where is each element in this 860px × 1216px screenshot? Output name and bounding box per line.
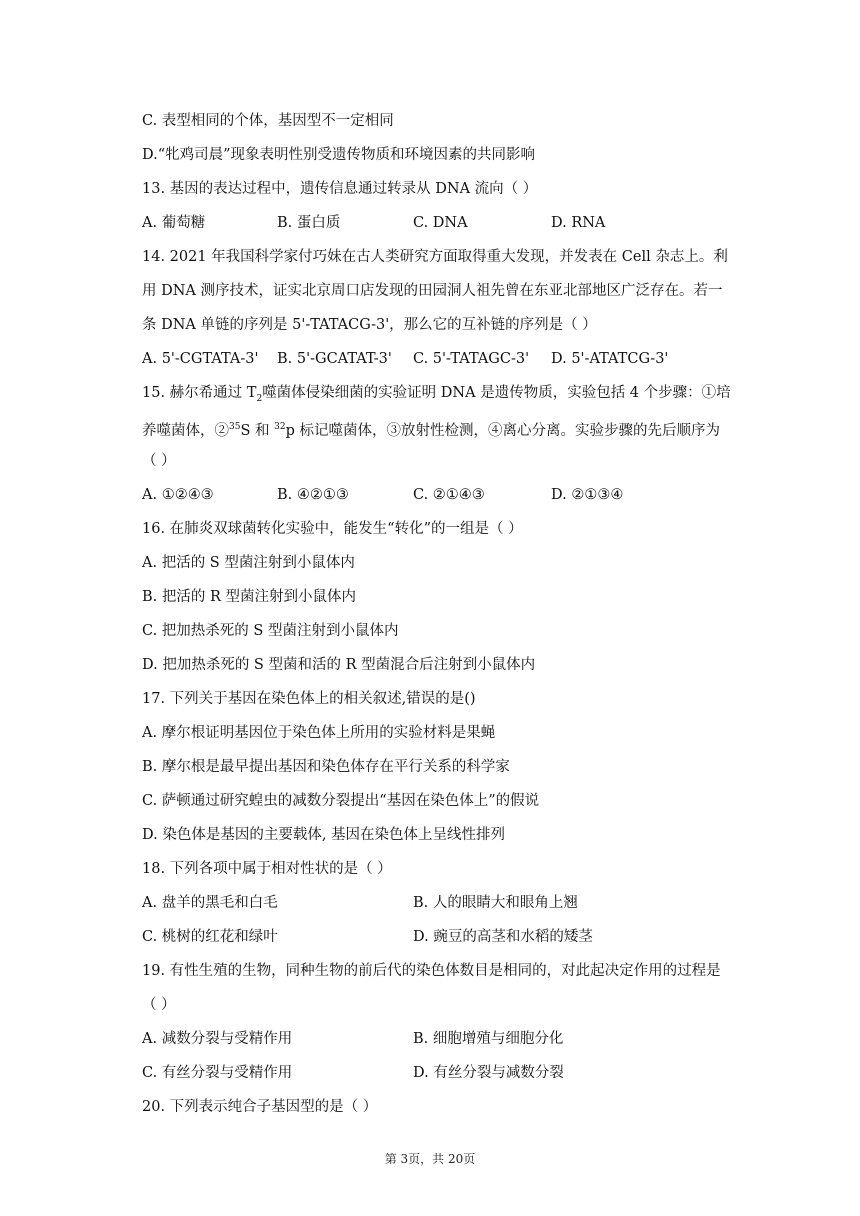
q19-option-a: A. 减数分裂与受精作用 <box>142 1031 293 1047</box>
q15-stem-line3: （ ） <box>142 453 176 469</box>
q16-option-b: B. 把活的 R 型菌注射到小鼠体内 <box>142 589 357 605</box>
q13-option-b: B. 蛋白质 <box>277 215 341 231</box>
page-footer: 第 3页，共 20页 <box>384 1152 476 1166</box>
q16-stem: 16. 在肺炎双球菌转化实验中，能发生“转化”的一组是（ ） <box>142 521 523 537</box>
q20-stem: 20. 下列表示纯合子基因型的是（ ） <box>142 1099 378 1115</box>
q18-option-b: B. 人的眼睛大和眼角上翘 <box>413 895 578 911</box>
q13-option-c: C. DNA <box>413 215 468 231</box>
q17-option-a: A. 摩尔根证明基因位于染色体上所用的实验材料是果蝇 <box>142 725 496 741</box>
q15-option-c: C. ②①④③ <box>413 487 485 503</box>
q17-stem: 17. 下列关于基因在染色体上的相关叙述,错误的是() <box>142 691 476 707</box>
q17-option-d: D. 染色体是基因的主要载体, 基因在染色体上呈线性排列 <box>142 827 506 843</box>
q14-stem-line1: 14. 2021 年我国科学家付巧妹在古人类研究方面取得重大发现，并发表在 Cell 杂志上。利 <box>142 249 728 265</box>
q19-stem-line1: 19. 有性生殖的生物，同种生物的前后代的染色体数目是相同的，对此起决定作用的过程是 <box>142 963 721 979</box>
q14-option-c: C. 5'-TATAGC-3' <box>413 351 530 367</box>
q16-option-d: D. 把加热杀死的 S 型菌和活的 R 型菌混合后注射到小鼠体内 <box>142 657 536 673</box>
q18-option-c: C. 桃树的红花和绿叶 <box>142 929 278 945</box>
q17-option-c: C. 萨顿通过研究蝗虫的减数分裂提出“基因在染色体上”的假说 <box>142 793 540 809</box>
q19-stem-line2: （ ） <box>142 997 176 1013</box>
q14-option-a: A. 5'-CGTATA-3' <box>142 351 259 367</box>
q14-option-d: D. 5'-ATATCG-3' <box>551 351 669 367</box>
q19-option-d: D. 有丝分裂与减数分裂 <box>413 1065 564 1081</box>
q19-option-c: C. 有丝分裂与受精作用 <box>142 1065 293 1081</box>
q15-option-a: A. ①②④③ <box>142 487 214 503</box>
q14-stem-line3: 条 DNA 单链的序列是 5'-TATACG-3'，那么它的互补链的序列是（ ） <box>142 317 597 333</box>
q15-stem-line2: 养噬菌体，②$^{35}$S 和 $^{32}$p 标记噬菌体，③放射性检测，④离心分离。实验步骤的先后顺序为 <box>142 422 720 439</box>
q18-option-a: A. 盘羊的黑毛和白毛 <box>142 895 278 911</box>
q14-option-b: B. 5'-GCATAT-3' <box>277 351 392 367</box>
q12-option-d: D.“牝鸡司晨”现象表明性别受遗传物质和环境因素的共同影响 <box>142 147 536 163</box>
q19-option-b: B. 细胞增殖与细胞分化 <box>413 1031 564 1047</box>
q14-stem-line2: 用 DNA 测序技术，证实北京周口店发现的田园洞人祖先曾在东亚北部地区广泛存在。若一 <box>142 283 723 299</box>
q13-option-d: D. RNA <box>551 215 606 231</box>
q12-option-c: C. 表型相同的个体，基因型不一定相同 <box>142 113 394 129</box>
q13-stem: 13. 基因的表达过程中，遗传信息通过转录从 DNA 流向（ ） <box>142 181 538 197</box>
q13-option-a: A. 葡萄糖 <box>142 215 206 231</box>
q15-option-b: B. ④②①③ <box>277 487 349 503</box>
q16-option-a: A. 把活的 S 型菌注射到小鼠体内 <box>142 555 355 571</box>
q17-option-b: B. 摩尔根是最早提出基因和染色体存在平行关系的科学家 <box>142 759 510 775</box>
q15-stem-line1: 15. 赫尔希通过 $T_2$噬菌体侵染细菌的实验证明 DNA 是遗传物质，实验包括 4 个步骤：①培 <box>142 385 731 404</box>
q18-stem: 18. 下列各项中属于相对性状的是（ ） <box>142 861 392 877</box>
q15-option-d: D. ②①③④ <box>551 487 624 503</box>
q18-option-d: D. 豌豆的高茎和水稻的矮茎 <box>413 929 593 945</box>
q16-option-c: C. 把加热杀死的 S 型菌注射到小鼠体内 <box>142 623 399 639</box>
